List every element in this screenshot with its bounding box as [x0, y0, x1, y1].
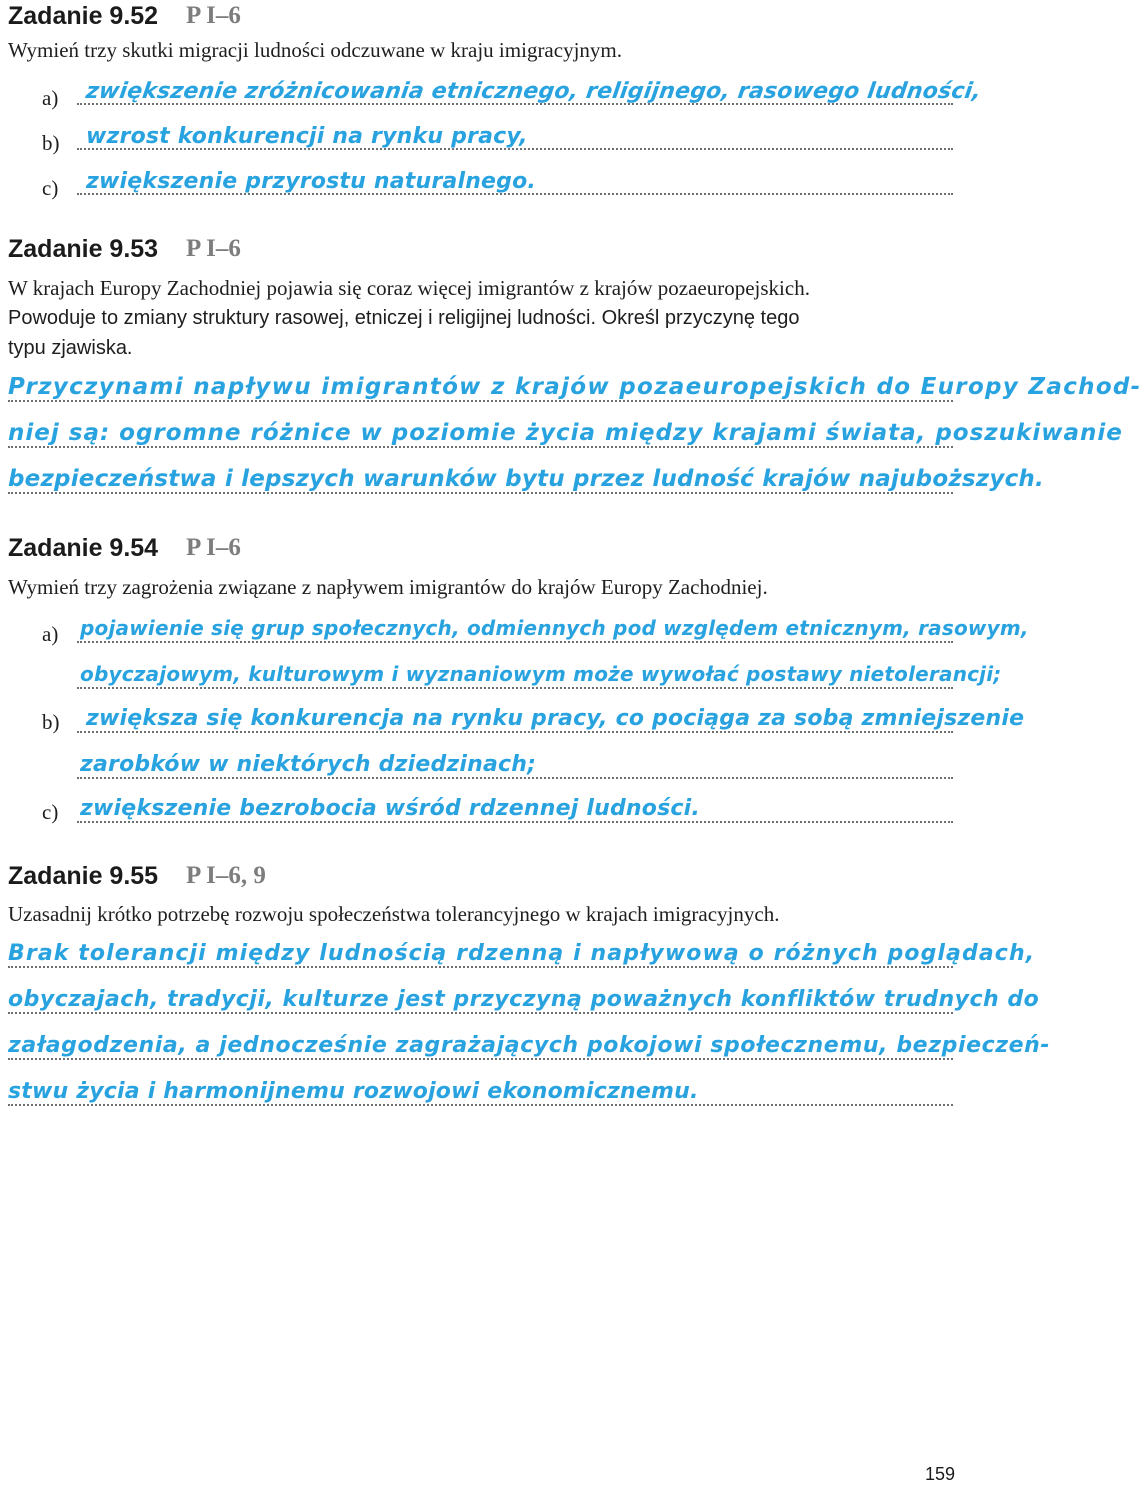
- task-title: Zadanie 9.54: [8, 534, 159, 562]
- task-question: Wymień trzy zagrożenia związane z napływem imigrantów do krajów Europy Zachodniej.: [8, 575, 768, 599]
- task-title: Zadanie 9.55: [8, 862, 159, 890]
- answer-line: [8, 446, 953, 448]
- task-question: Uzasadnij krótko potrzebę rozwoju społeczeństwa tolerancyjnego w krajach imigracyjnych.: [8, 902, 780, 926]
- handwritten-answer-line: zarobków w niektórych dziedzinach;: [80, 752, 537, 777]
- handwritten-answer-line: Brak tolerancji między ludnością rdzenną i napływową o różnych poglądach,: [8, 941, 1036, 966]
- handwritten-answer-line: zwiększenie bezrobocia wśród rdzennej ludności.: [80, 796, 700, 821]
- task-question: Wymień trzy skutki migracji ludności odczuwane w kraju imigracyjnym.: [8, 38, 622, 62]
- answer-line: [77, 641, 953, 643]
- handwritten-answer: zwiększenie przyrostu naturalnego.: [86, 169, 536, 194]
- answer-label: b): [42, 131, 60, 155]
- handwritten-answer-line: bezpieczeństwa i lepszych warunków bytu przez ludność krajów najuboższych.: [8, 466, 1044, 492]
- handwritten-answer-line: obyczajach, tradycji, kulturze jest przyczyną poważnych konfliktów trudnych do: [8, 987, 1040, 1012]
- answer-line: [8, 1104, 953, 1106]
- answer-label: c): [42, 176, 59, 200]
- page-number: 159: [924, 1464, 955, 1484]
- answer-line: [77, 777, 953, 779]
- task-title: Zadanie 9.53: [8, 235, 159, 263]
- handwritten-answer-line: załagodzenia, a jednocześnie zagrażających pokojowi społecznemu, bezpieczeń-: [8, 1033, 1051, 1058]
- handwritten-answer-line: stwu życia i harmonijnemu rozwojowi ekonomicznemu.: [8, 1079, 699, 1104]
- handwritten-answer: zwiększenie zróżnicowania etnicznego, religijnego, rasowego ludności,: [84, 79, 983, 104]
- handwritten-answer-line: zwiększa się konkurencja na rynku pracy, co pociąga za sobą zmniejszenie: [86, 706, 1025, 731]
- answer-line: [8, 400, 953, 402]
- answer-label: a): [42, 86, 59, 110]
- handwritten-answer-line: obyczajowym, kulturowym i wyznaniowym może wywołać postawy nietolerancji;: [80, 662, 1002, 686]
- task-question-line: typu zjawiska.: [8, 337, 133, 359]
- task-code: P I–6: [186, 235, 241, 262]
- answer-line: [8, 1012, 953, 1014]
- answer-line: [77, 821, 953, 823]
- handwritten-answer-line: niej są: ogromne różnice w poziomie życia między krajami świata, poszukiwanie: [8, 420, 1123, 446]
- task-question-line: Powoduje to zmiany struktury rasowej, etniczej i religijnej ludności. Określ przyczynę tego: [8, 307, 800, 329]
- task-question-line: W krajach Europy Zachodniej pojawia się coraz więcej imigrantów z krajów pozaeuropejskich.: [8, 276, 810, 300]
- answer-line: [77, 687, 953, 689]
- answer-line: [8, 1058, 953, 1060]
- answer-label: c): [42, 800, 59, 824]
- answer-line: [8, 966, 953, 968]
- task-code: P I–6: [186, 534, 241, 561]
- handwritten-answer-line: Przyczynami napływu imigrantów z krajów pozaeuropejskich do Europy Zachod-: [8, 374, 1142, 400]
- answer-label: b): [42, 710, 60, 734]
- task-code: P I–6, 9: [186, 862, 266, 889]
- answer-label: a): [42, 622, 59, 646]
- handwritten-answer: wzrost konkurencji na rynku pracy,: [86, 124, 528, 149]
- handwritten-answer-line: pojawienie się grup społecznych, odmiennych pod względem etnicznym, rasowym,: [80, 616, 1029, 640]
- task-title: Zadanie 9.52: [8, 2, 159, 30]
- answer-line: [8, 492, 953, 494]
- answer-line: [77, 731, 953, 733]
- task-code: P I–6: [186, 2, 241, 29]
